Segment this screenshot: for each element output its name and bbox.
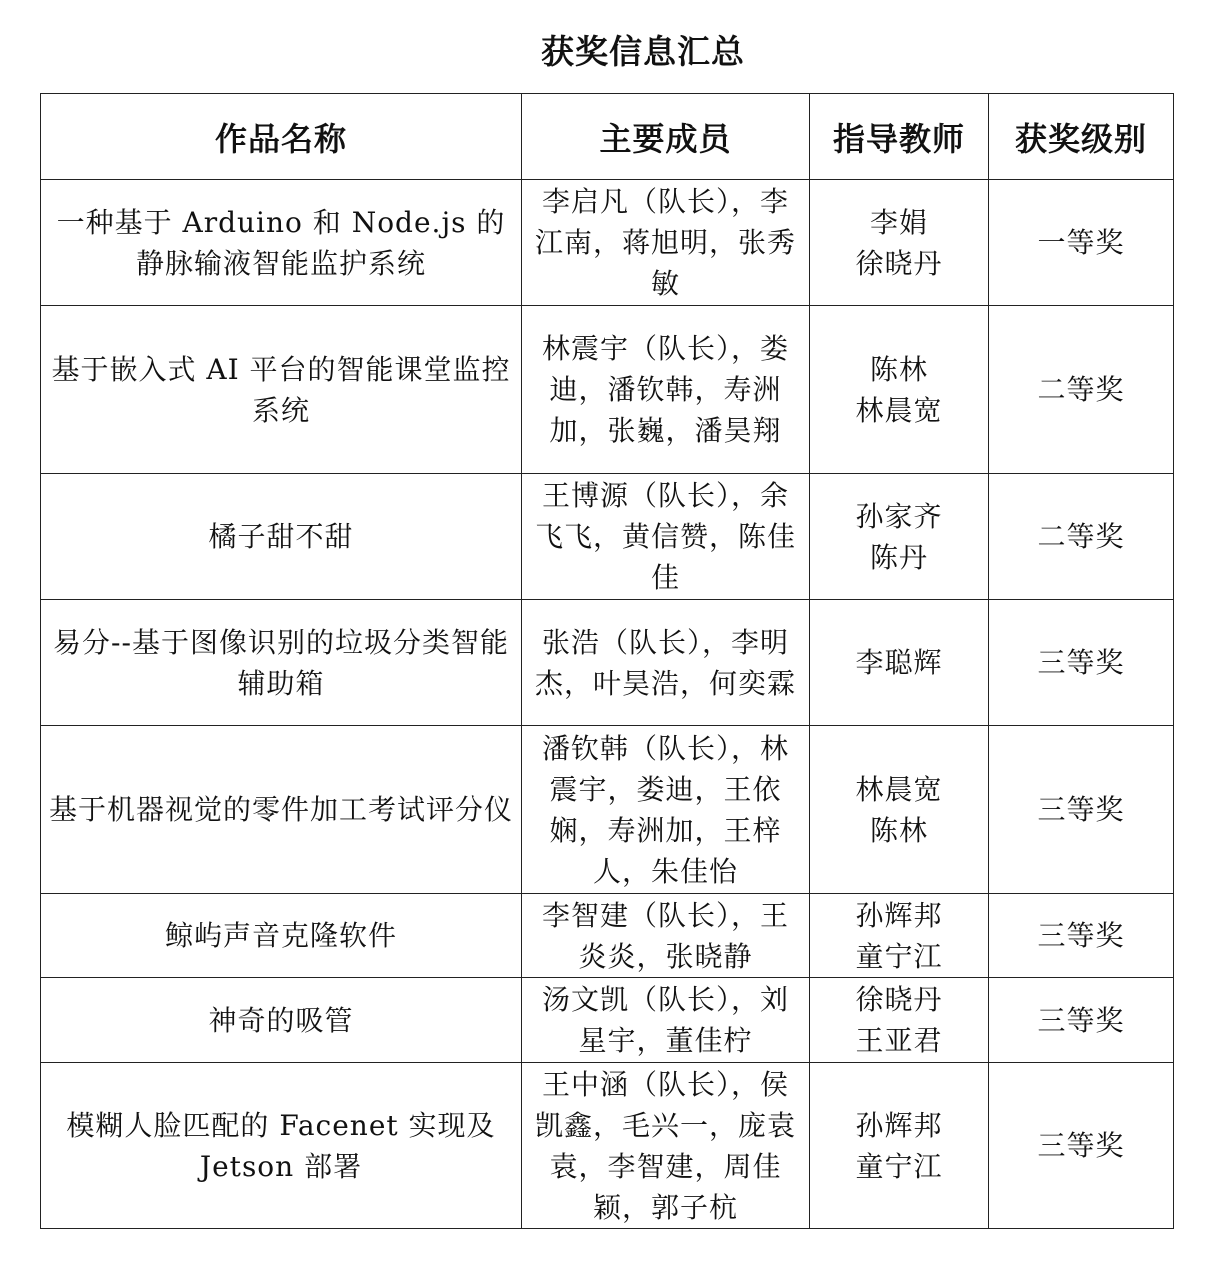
awards-table	[40, 93, 1174, 1229]
table-row	[41, 600, 1174, 726]
advisor-name: 童宁江	[855, 1149, 943, 1183]
advisor-name: 孙辉邦	[855, 898, 943, 932]
advisor-name: 林晨宽	[855, 772, 943, 806]
table-row	[41, 306, 1174, 474]
award-level: 二等奖	[989, 474, 1174, 600]
work-name: 基于嵌入式 AI 平台的智能课堂监控系统	[41, 306, 522, 474]
advisor-name: 李娟	[869, 205, 928, 239]
advisor-name: 孙家齐	[855, 499, 943, 533]
table-row	[41, 726, 1174, 894]
award-level: 三等奖	[989, 600, 1174, 726]
members: 王博源（队长），余飞飞，黄信赞，陈佳佳	[522, 474, 810, 600]
work-name: 易分--基于图像识别的垃圾分类智能辅助箱	[41, 600, 522, 726]
award-level: 三等奖	[989, 978, 1174, 1063]
work-name: 基于机器视觉的零件加工考试评分仪	[41, 726, 522, 894]
advisor-name: 陈丹	[869, 540, 928, 574]
advisor-name: 陈林	[869, 813, 928, 847]
table-header-row	[41, 94, 1174, 180]
advisor-name: 王亚君	[855, 1024, 943, 1057]
header-award-level: 获奖级别	[989, 94, 1174, 180]
members: 汤文凯（队长），刘星宇，董佳柠	[522, 978, 810, 1063]
advisors	[810, 894, 989, 978]
award-level: 三等奖	[989, 1063, 1174, 1229]
header-members: 主要成员	[522, 94, 810, 180]
table-row	[41, 894, 1174, 978]
members: 张浩（队长），李明杰，叶昊浩，何奕霖	[522, 600, 810, 726]
award-level: 一等奖	[989, 180, 1174, 306]
advisor-name: 李聪辉	[855, 646, 943, 679]
members: 李启凡（队长），李江南，蒋旭明，张秀敏	[522, 180, 810, 306]
table-row	[41, 474, 1174, 600]
work-name: 鲸屿声音克隆软件	[41, 894, 522, 978]
header-work-name: 作品名称	[41, 94, 522, 180]
award-level: 三等奖	[989, 726, 1174, 894]
advisor-name: 林晨宽	[855, 393, 943, 427]
members: 李智建（队长），王炎炎，张晓静	[522, 894, 810, 978]
table-row	[41, 978, 1174, 1063]
work-name: 模糊人脸匹配的 Facenet 实现及 Jetson 部署	[41, 1063, 522, 1229]
table-row	[41, 180, 1174, 306]
advisors	[810, 474, 989, 600]
advisors	[810, 600, 989, 726]
table-row	[41, 1063, 1174, 1229]
advisors	[810, 306, 989, 474]
advisor-name: 童宁江	[855, 939, 943, 973]
advisors	[810, 726, 989, 894]
work-name: 神奇的吸管	[41, 978, 522, 1063]
page-title: 获奖信息汇总	[541, 32, 745, 71]
award-level: 三等奖	[989, 894, 1174, 978]
advisors	[810, 180, 989, 306]
advisor-name: 徐晓丹	[855, 983, 943, 1016]
advisor-name: 孙辉邦	[855, 1108, 943, 1142]
work-name: 橘子甜不甜	[41, 474, 522, 600]
advisors	[810, 978, 989, 1063]
members: 林震宇（队长），娄迪，潘钦韩，寿洲加，张巍，潘昊翔	[522, 306, 810, 474]
members: 潘钦韩（队长），林震宇，娄迪，王依娴，寿洲加，王梓人，朱佳怡	[522, 726, 810, 894]
header-advisor: 指导教师	[810, 94, 989, 180]
work-name: 一种基于 Arduino 和 Node.js 的静脉输液智能监护系统	[41, 180, 522, 306]
advisor-name: 陈林	[869, 352, 928, 386]
advisors	[810, 1063, 989, 1229]
advisor-name: 徐晓丹	[855, 246, 943, 280]
members: 王中涵（队长），侯凯鑫，毛兴一，庞袁袁，李智建，周佳颖，郭子杭	[522, 1063, 810, 1229]
award-level: 二等奖	[989, 306, 1174, 474]
